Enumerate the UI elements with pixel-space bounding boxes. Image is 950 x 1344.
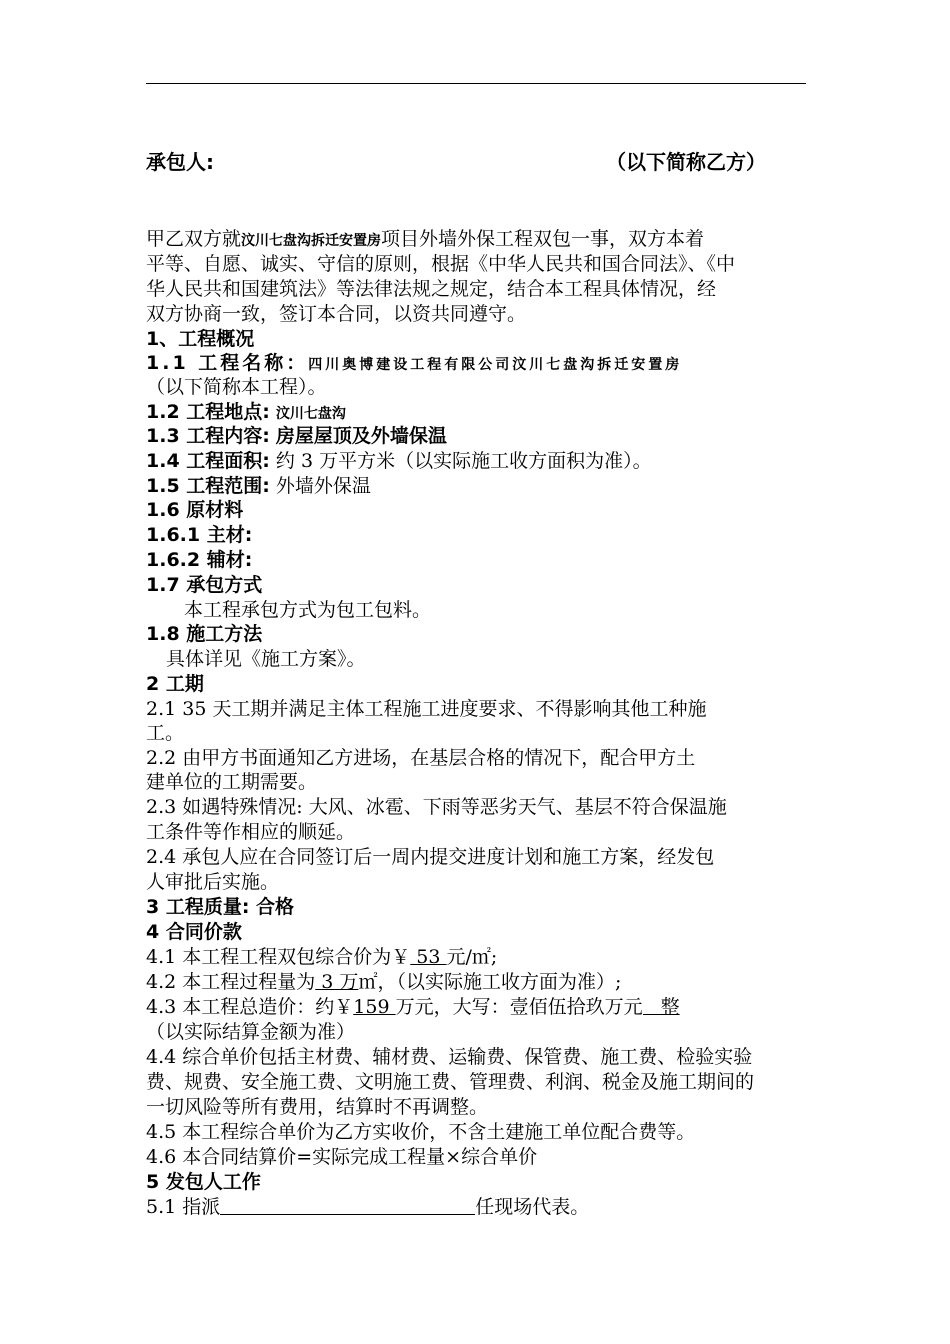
scope-row: 1.5 工程范围: 外墙外保温	[146, 475, 371, 497]
s2-p4-l1: 2.4 承包人应在合同签订后一周内提交进度计划和施工方案，经发包	[146, 846, 715, 868]
s4-p6: 4.6 本合同结算价=实际完成工程量×综合单价	[146, 1146, 538, 1168]
project-name-value: 四川奥博建设工程有限公司汶川七盘沟拆迁安置房	[308, 357, 683, 373]
intro-line-1: 甲乙双方就汶川七盘沟拆迁安置房项目外墙外保工程双包一事，双方本着	[146, 228, 705, 250]
content-value: 房屋屋顶及外墙保温	[275, 425, 447, 447]
unit-price-value: 53	[410, 946, 447, 968]
construction-method-text: 具体详见《施工方案》。	[166, 648, 366, 670]
quantity-value: 3 万	[315, 971, 359, 993]
project-name-inline: 汶川七盘沟拆迁安置房	[241, 233, 382, 249]
s4-p5: 4.5 本工程综合单价为乙方实收价，不含土建施工单位配合费等。	[146, 1121, 696, 1143]
area-value: 约 3 万平方米（以实际施工收方面积为准）。	[275, 450, 652, 472]
s2-p4-l2: 人审批后实施。	[146, 871, 280, 893]
s2-p2-l1: 2.2 由甲方书面通知乙方进场，在基层合格的情况下，配合甲方土	[146, 747, 696, 769]
scope-value: 外墙外保温	[275, 475, 371, 497]
project-name-cont: （以下简称本工程）。	[146, 376, 327, 398]
main-material: 1.6.1 主材:	[146, 524, 253, 546]
s4-p2: 4.2 本工程过程量为 3 万㎡，（以实际施工收方面为准）;	[146, 971, 622, 993]
contractor-label: 承包人:	[146, 150, 214, 174]
s2-p1-l2: 工。	[146, 722, 185, 744]
contract-method-text: 本工程承包方式为包工包料。	[184, 599, 432, 621]
location-row: 1.2 工程地点: 汶川七盘沟	[146, 401, 346, 423]
s4-p3: 4.3 本工程总造价：约￥159 万元，大写：壹佰伍拾玖万元 整	[146, 996, 680, 1018]
s4-p4-l3: 一切风险等所有费用，结算时不再调整。	[146, 1096, 489, 1118]
project-name-label: 1.1 工程名称：	[146, 352, 309, 374]
section-5-heading: 5 发包人工作	[146, 1171, 261, 1193]
total-price-suffix: 整	[660, 996, 680, 1018]
contract-method-heading: 1.7 承包方式	[146, 574, 263, 596]
representative-blank-field[interactable]	[220, 1195, 475, 1215]
location-value: 汶川七盘沟	[275, 406, 346, 422]
aux-material: 1.6.2 辅材:	[146, 549, 253, 571]
s2-p3-l1: 2.3 如遇特殊情况: 大风、冰雹、下雨等恶劣天气、基层不符合保温施	[146, 796, 727, 818]
s4-p4-l2: 费、规费、安全施工费、文明施工费、管理费、利润、税金及施工期间的	[146, 1071, 755, 1093]
area-row: 1.4 工程面积: 约 3 万平方米（以实际施工收方面积为准）。	[146, 450, 652, 472]
construction-method-heading: 1.8 施工方法	[146, 623, 263, 645]
section-1-heading: 1、工程概况	[146, 328, 255, 350]
party-b-note: （以下简称乙方）	[606, 150, 766, 174]
intro-line-4: 双方协商一致，签订本合同，以资共同遵守。	[146, 303, 527, 325]
s2-p1-l1: 2.1 35 天工期并满足主体工程施工进度要求、不得影响其他工种施	[146, 698, 707, 720]
s2-p3-l2: 工条件等作相应的顺延。	[146, 821, 356, 843]
s4-p1: 4.1 本工程工程双包综合价为￥ 53 元/㎡;	[146, 946, 498, 968]
total-price-value: 159	[353, 996, 396, 1018]
section-3-heading: 3 工程质量: 合格	[146, 896, 295, 918]
s4-p4-l1: 4.4 综合单价包括主材费、辅材费、运输费、保管费、施工费、检验实验	[146, 1046, 753, 1068]
s2-p2-l2: 建单位的工期需要。	[146, 771, 318, 793]
project-name-row	[146, 351, 816, 377]
intro-line-2: 平等、自愿、诚实、守信的原则，根据《中华人民共和国合同法》、《中	[146, 253, 736, 275]
section-2-heading: 2 工期	[146, 673, 204, 695]
s4-p3-l2: （以实际结算金额为准）	[146, 1021, 356, 1043]
content-row: 1.3 工程内容: 房屋屋顶及外墙保温	[146, 425, 447, 447]
s5-p1: 5.1 指派 任现场代表。	[146, 1196, 590, 1218]
intro-line-3: 华人民共和国建筑法》等法律法规之规定，结合本工程具体情况，经	[146, 278, 717, 300]
materials-heading: 1.6 原材料	[146, 499, 244, 521]
section-4-heading: 4 合同价款	[146, 921, 242, 943]
header-rule	[146, 83, 806, 84]
